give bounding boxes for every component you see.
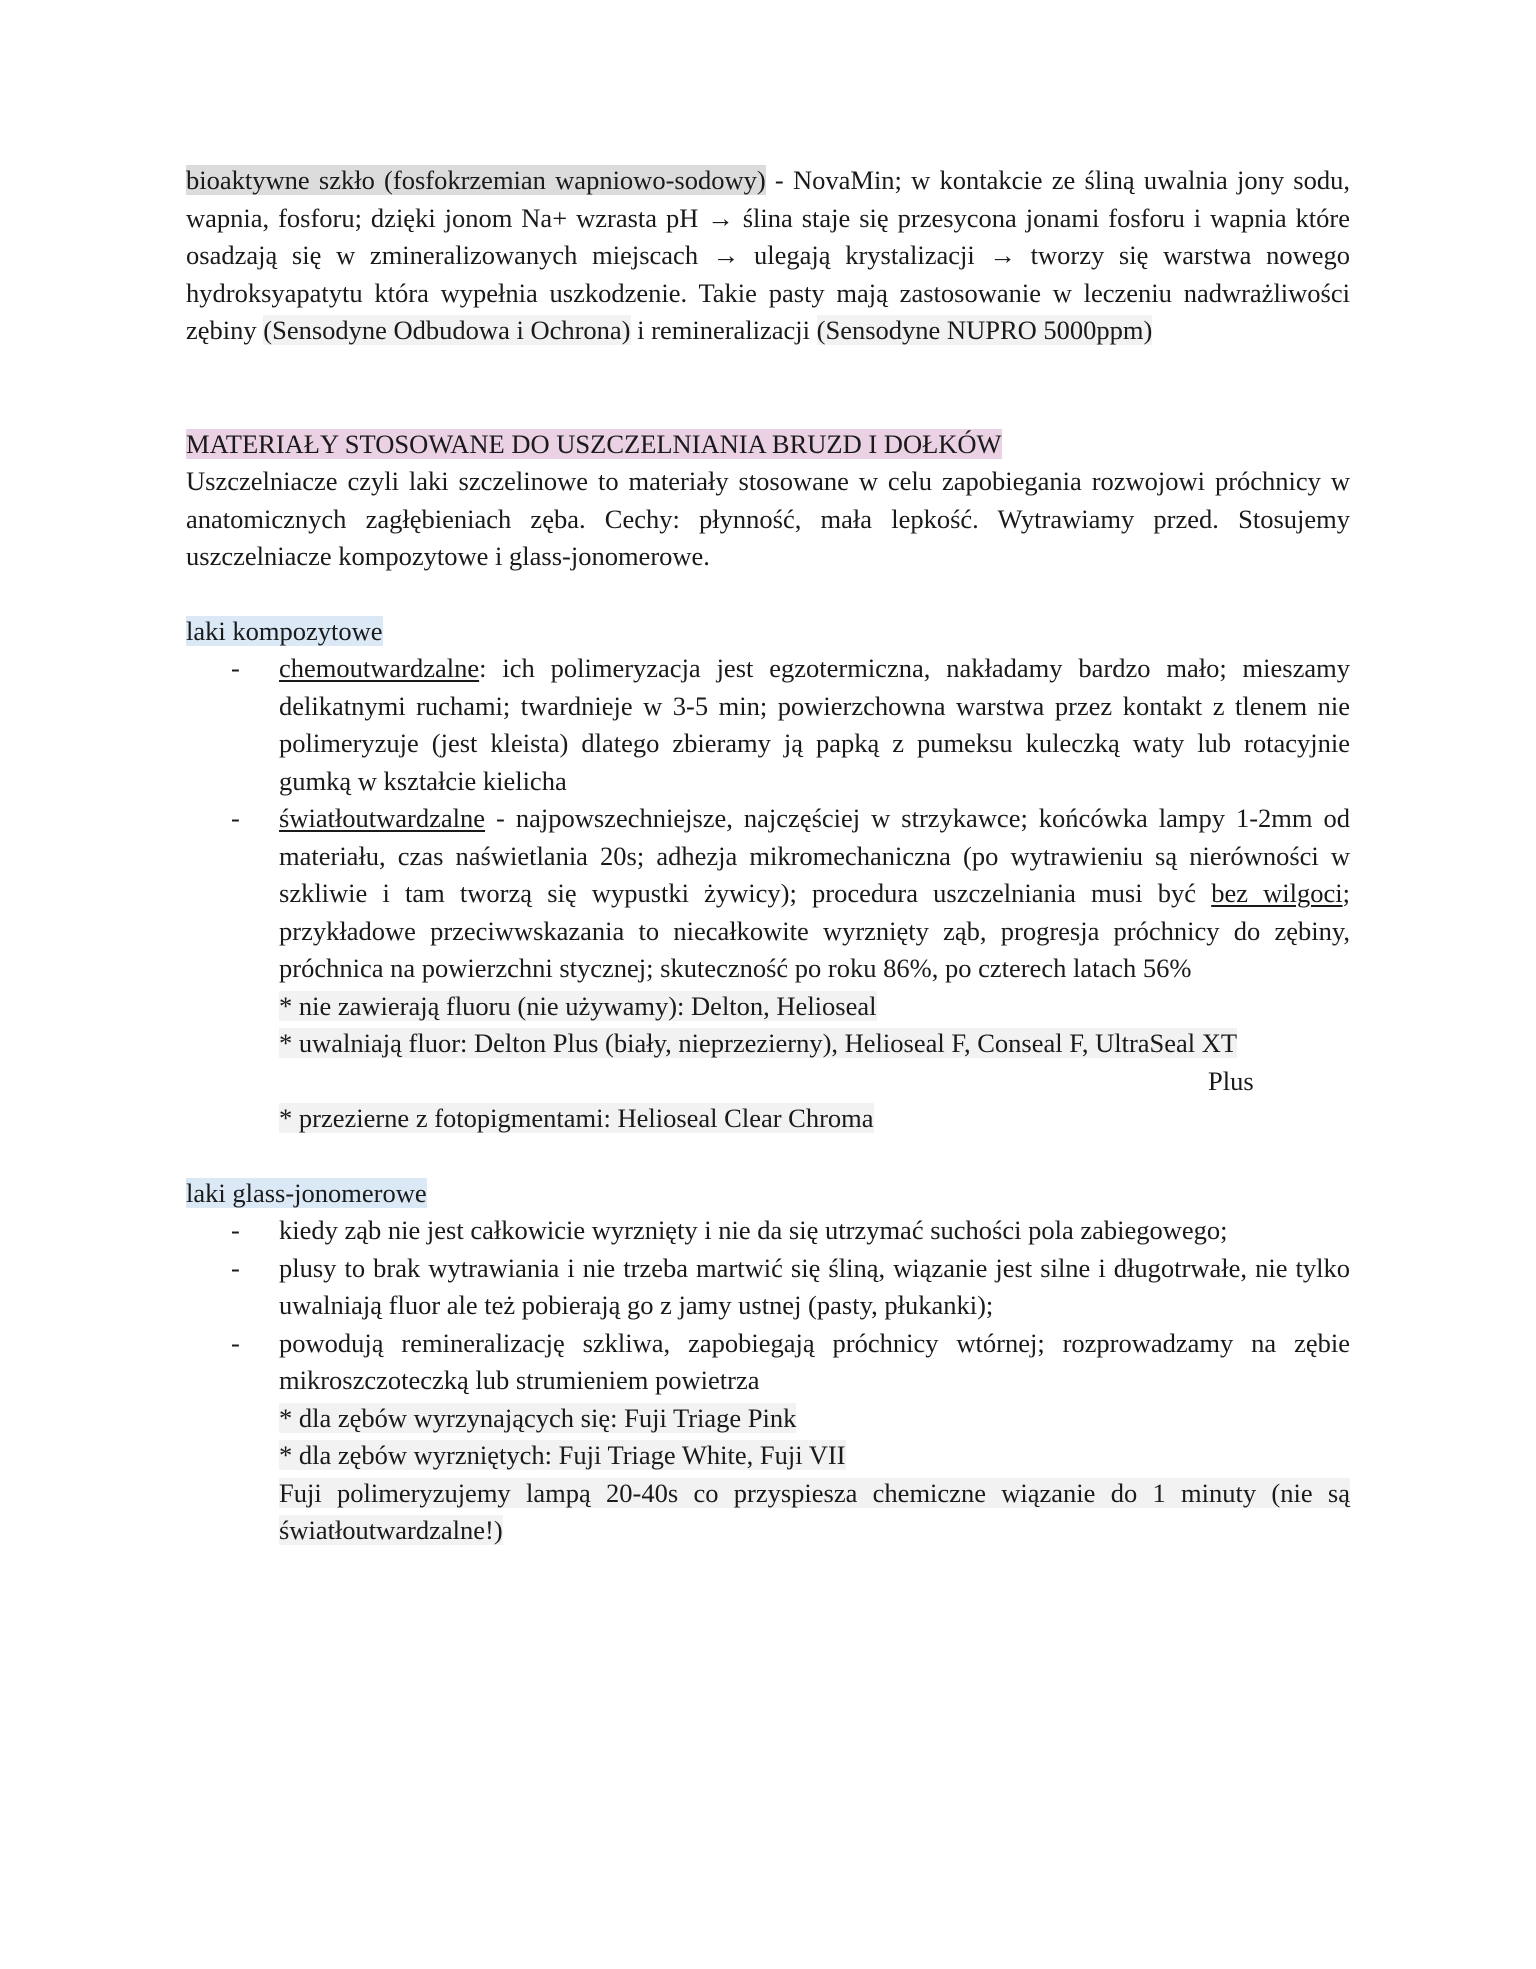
glass-list (186, 1212, 1350, 1400)
glass-note-erupting-text: * dla zębów wyrzynających się: Fuji Triage Pink (279, 1402, 797, 1433)
composite-list (186, 650, 1350, 988)
composite-note-fluoride-text: * uwalniają fluor: Delton Plus (biały, nieprzezierny), Helioseal F, Conseal F, UltraSeal XT (279, 1028, 1238, 1058)
glass-note-fuji (186, 1475, 1350, 1550)
intro-text-mid: i remineralizacji (630, 315, 817, 345)
composite-note-fluoride (186, 1025, 1350, 1063)
glass-item-advantages: - plusy to brak wytrawiania i nie trzeba martwić się śliną, wiązanie jest silne i długotrwałe, nie tylko uwalniają fluor ale też pobierają go z jamy ustnej (pasty, płukanki); (186, 1250, 1350, 1325)
glass-note-erupted-text: * dla zębów wyrzniętych: Fuji Triage White, Fuji VII (279, 1440, 846, 1470)
composite-heading (186, 613, 1350, 651)
composite-note-fluoride-wrap (186, 1063, 1350, 1101)
section-heading (186, 426, 1350, 464)
intro-paragraph (186, 162, 1350, 350)
glass-note-fuji-text: Fuji polimeryzujemy lampą 20-40s co przyspiesza chemiczne wiązanie do 1 minuty (nie są światłoutwardzalne!) (279, 1477, 1350, 1545)
composite-note-no-fluoride-text: * nie zawierają fluoru (nie używamy): Delton, Helioseal (279, 990, 877, 1021)
glass-heading (186, 1175, 1350, 1213)
composite-note-fluoride-wrap-text: Plus (1208, 1065, 1254, 1096)
intro-text: - NovaMin; w kontakcie ze śliną uwalnia jony sodu, wapnia, fosforu; dzięki jonom Na+ wzrasta pH → ślina staje się przesycona jonami fosforu i wapnia które osadzają się w zmineralizowanych miejscach → ulegają krystalizacji → tworzy się warstwa nowego hydroksyapatytu która wypełnia uszkodzenie. Takie pasty mają zastosowanie w leczeniu nadwrażliwości zębiny (186, 165, 1350, 345)
intro-paste-example-2: (Sensodyne NUPRO 5000ppm) (816, 315, 1153, 345)
glass-item-indication: - kiedy ząb nie jest całkowicie wyrznięty i nie da się utrzymać suchości pola zabiegowego; (186, 1212, 1350, 1250)
composite-item-light-term: światłoutwardzalne (279, 803, 486, 833)
composite-item-light (186, 800, 1350, 988)
section-description: Uszczelniacze czyli laki szczelinowe to materiały stosowane w celu zapobiegania rozwojowi próchnicy w anatomicznych zagłębieniach zęba. Cechy: płynność, mała lepkość. Wytrawiamy przed. Stosujemy uszczelniacze kompozytowe i glass-jonomerowe. (186, 466, 1350, 571)
section-heading-highlight: MATERIAŁY STOSOWANE DO USZCZELNIANIA BRUZD I DOŁKÓW (186, 428, 1002, 459)
glass-heading-highlight: laki glass-jonomerowe (186, 1177, 427, 1208)
composite-item-chemical-text: : ich polimeryzacja jest egzotermiczna, nakładamy bardzo mało; mieszamy delikatnymi ruchami; twardnieje w 3-5 min; powierzchowna warstwa przez kontakt z tlenem nie polimeryzuje (jest kleista) dlatego zbieramy ją papką z pumeksu kuleczką waty lub rotacyjnie gumką w kształcie kielicha (279, 653, 1350, 796)
composite-item-chemical-term: chemoutwardzalne (279, 653, 480, 683)
composite-heading-highlight: laki kompozytowe (186, 615, 383, 646)
intro-term-highlight: bioaktywne szkło (fosfokrzemian wapniowo-sodowy) (186, 165, 766, 195)
composite-item-chemical (186, 650, 1350, 800)
composite-item-light-text-b: ; przykładowe przeciwwskazania to niecałkowite wyrznięty ząb, progresja próchnicy do zębiny, próchnica na powierzchni stycznej; skuteczność po roku 86%, po czterech latach 56% (279, 878, 1350, 983)
composite-item-light-text-a: - najpowszechniejsze, najczęściej w strzykawce; końcówka lampy 1-2mm od materiału, czas naświetlania 20s; adhezja mikromechaniczna (po wytrawieniu są nierówności w szkliwie i tam tworzą się wypustki żywicy); procedura uszczelniania musi być (279, 803, 1350, 908)
intro-paste-example-1: (Sensodyne Odbudowa i Ochrona) (263, 315, 631, 345)
composite-note-clear (186, 1100, 1350, 1138)
composite-item-light-underline: bez wilgoci (1211, 878, 1343, 908)
composite-note-no-fluoride (186, 988, 1350, 1026)
composite-note-clear-text: * przezierne z fotopigmentami: Helioseal Clear Chroma (279, 1103, 874, 1133)
glass-note-erupted (186, 1437, 1350, 1475)
glass-note-erupting (186, 1400, 1350, 1438)
glass-item-remineralization: - powodują remineralizację szkliwa, zapobiegają próchnicy wtórnej; rozprowadzamy na zębie mikroszczoteczką lub strumieniem powietrza (186, 1325, 1350, 1400)
document-page (186, 162, 1350, 1550)
